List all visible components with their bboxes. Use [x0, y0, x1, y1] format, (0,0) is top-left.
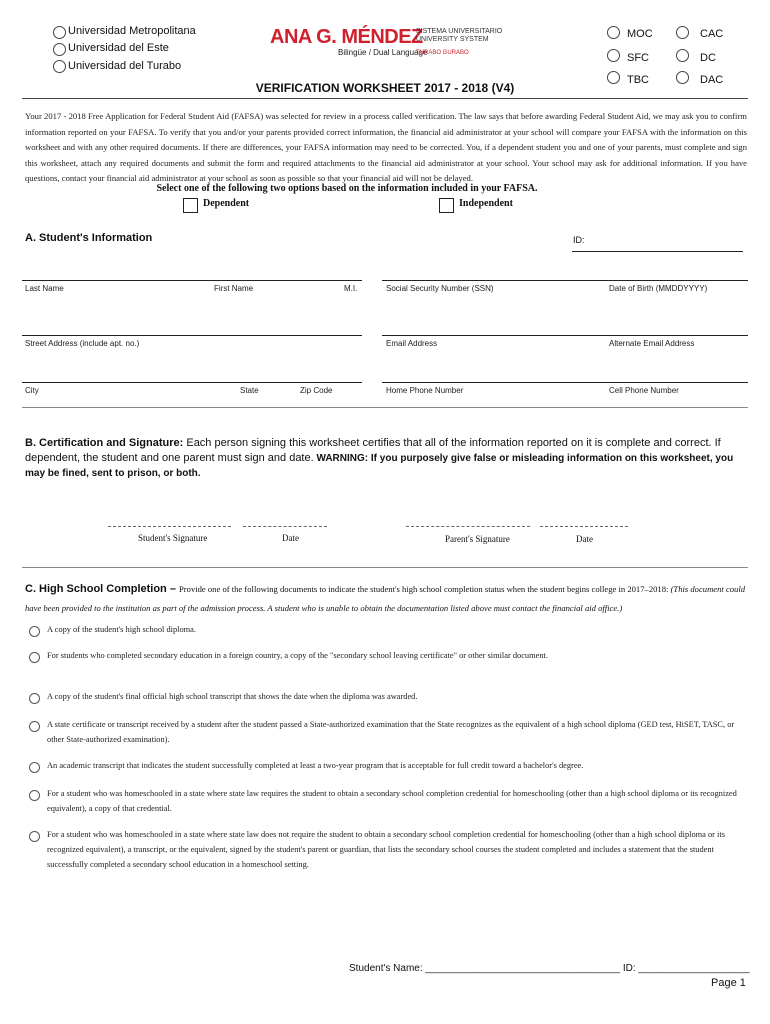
- site-label-dac: DAC: [700, 74, 724, 86]
- section-b-text: [25, 436, 749, 481]
- hs-option-text-6: For a student who was homeschooled in a state where state law requires the student to obtain a secondary school completion credential for homeschooling (other than a high school diploma or its recognized equivalent), a copy of that credential.: [47, 789, 737, 813]
- hs-option-radio-2[interactable]: [29, 652, 40, 663]
- students-signature-label: Student's Signature: [138, 533, 208, 543]
- parent-signature-line[interactable]: [406, 526, 530, 527]
- hs-option-text-4: A state certificate or transcript received by a student after the student passed a State-authorized examination that the State recognizes as the equivalent of a high school diploma (GED test, HiSET, TASC, or other State-authorized examination).: [47, 720, 735, 744]
- first-name-label: First Name: [214, 284, 254, 293]
- home-phone-label: Home Phone Number: [386, 386, 464, 395]
- zip-label: Zip Code: [300, 386, 333, 395]
- student-date-line[interactable]: [243, 526, 327, 527]
- site-radio-dc[interactable]: [676, 49, 689, 62]
- section-c-italic: (This document could have been provided to the institution as part of the admission process. A student who is unable to obtain the documentation listed above must contact the financial aid office.): [25, 584, 746, 613]
- dependent-checkbox[interactable]: [183, 198, 198, 213]
- section-c-heading: C. High School Completion –: [25, 583, 179, 595]
- hs-option-radio-3[interactable]: [29, 693, 40, 704]
- ssn-dob-field-line[interactable]: [382, 280, 748, 281]
- section-b-divider: [22, 567, 748, 568]
- hs-option-text-5: An academic transcript that indicates the student successfully completed at least a two-year program that is acceptable for full credit toward a bachelor's degree.: [47, 761, 584, 770]
- section-b-heading: B. Certification and Signature:: [25, 437, 184, 449]
- site-label-sfc: SFC: [627, 52, 649, 64]
- site-label-dc: DC: [700, 52, 716, 64]
- street-field-line[interactable]: [22, 335, 362, 336]
- street-label: Street Address (include apt. no.): [25, 339, 140, 348]
- parents-signature-label: Parent's Signature: [445, 534, 510, 544]
- cell-phone-label: Cell Phone Number: [609, 386, 679, 395]
- city-field-line[interactable]: [22, 382, 362, 383]
- logo-system-line1: SISTEMA UNIVERSITARIO: [416, 28, 503, 35]
- hs-option-text-7: For a student who was homeschooled in a state where state law does not require the student to obtain a secondary school completion credential for homeschooling (other than a high school diploma or its recognized equivalent), a transcript, or the equivalent, signed by the student's parent or guardian, that lists the secondary school courses the student completed and includes a statement that the student successfully completed a secondary school education in a homeschool setting.: [47, 830, 725, 869]
- page-title: VERIFICATION WORKSHEET 2017 - 2018 (V4): [255, 81, 515, 95]
- section-a-divider: [22, 407, 748, 408]
- student-date-label: Date: [282, 533, 299, 543]
- dependent-label: Dependent: [203, 198, 250, 209]
- parent-date-line[interactable]: [540, 526, 628, 527]
- campus-label-turabo: Universidad del Turabo: [68, 60, 182, 72]
- hs-option-radio-6[interactable]: [29, 790, 40, 801]
- section-b-body: Each person signing this worksheet certifies that all of the information reported on it is complete and correct. If dependent, the student and one parent must sign and date.: [25, 437, 721, 464]
- parent-date-label: Date: [576, 534, 593, 544]
- hs-option-radio-4[interactable]: [29, 721, 40, 732]
- email-label: Email Address: [386, 339, 438, 348]
- section-a-title: A. Student's Information: [25, 232, 153, 244]
- id-label: ID:: [573, 235, 585, 245]
- site-radio-moc[interactable]: [607, 26, 620, 39]
- independent-checkbox[interactable]: [439, 198, 454, 213]
- independent-label: Independent: [459, 198, 513, 209]
- campus-radio-este[interactable]: [53, 43, 66, 56]
- intro-paragraph: Your 2017 - 2018 Free Application for Federal Student Aid (FAFSA) was selected for review in a process called verification. The law says that before awarding Federal Student Aid, we may ask you to confirm information reported on your FAFSA. To verify that you and/or your parents provided correct information, the financial aid administrator at your school will compare your FAFSA with the information on this worksheet and with any other required documents. If there are differences, your FAFSA information may need to be corrected. You, if a dependent student you and one of your parents, must complete and sign this worksheet, attach any required documents and submit the form and required attachments to the financial aid administrator at your school. Your school may ask for additional information. If you have questions, contact your financial aid administrator at your school as soon as possible so that your financial aid will not be delayed.: [25, 111, 747, 183]
- email-field-line[interactable]: [382, 335, 748, 336]
- hs-option-text-3: A copy of the student's final official high school transcript that shows the date when the diploma was awarded.: [47, 692, 418, 701]
- logo-tagline: Bilingüe / Dual Language: [338, 48, 428, 57]
- alt-email-label: Alternate Email Address: [609, 339, 695, 348]
- site-radio-cac[interactable]: [676, 26, 689, 39]
- campus-label-este: Universidad del Este: [68, 42, 169, 54]
- hs-option-text-2: For students who completed secondary education in a foreign country, a copy of the "secondary school leaving certificate" or other similar document.: [47, 651, 548, 660]
- last-name-label: Last Name: [25, 284, 64, 293]
- site-radio-sfc[interactable]: [607, 49, 620, 62]
- section-c-text: Provide one of the following documents to indicate the student's high school completion status when the student begins college in 2017–2018:: [179, 584, 671, 594]
- ssn-label: Social Security Number (SSN): [386, 284, 494, 293]
- student-signature-line[interactable]: [108, 526, 231, 527]
- section-b-warning: WARNING: If you purposely give false or misleading information on this worksheet, you may be fined, sent to prison, or both.: [25, 453, 734, 479]
- mi-label: M.I.: [344, 284, 358, 293]
- title-divider: [22, 98, 748, 99]
- campus-radio-turabo[interactable]: [53, 60, 66, 73]
- hs-option-radio-5[interactable]: [29, 762, 40, 773]
- logo-name: ANA G. MÉNDEZ: [270, 26, 423, 48]
- site-label-cac: CAC: [700, 28, 724, 40]
- logo: [270, 26, 510, 66]
- state-label: State: [240, 386, 259, 395]
- hs-option-text-1: A copy of the student's high school diploma.: [47, 625, 196, 634]
- page-number: Page 1: [711, 977, 746, 989]
- id-field[interactable]: [572, 251, 743, 252]
- dob-label: Date of Birth (MMDDYYYY): [609, 284, 708, 293]
- name-field-line[interactable]: [22, 280, 362, 281]
- logo-tagline2: TURABO GURABO: [416, 50, 469, 56]
- site-label-tbc: TBC: [627, 74, 649, 86]
- select-prompt: Select one of the following two options based on the information included in your FAFSA.: [156, 183, 538, 194]
- site-label-moc: MOC: [627, 28, 653, 40]
- city-label: City: [25, 386, 39, 395]
- phone-field-line[interactable]: [382, 382, 748, 383]
- students-name-id-field[interactable]: Student's Name: ___________________________________ ID: ____________________: [349, 963, 750, 974]
- campus-label-metropolitana: Universidad Metropolitana: [68, 25, 196, 37]
- campus-radio-metropolitana[interactable]: [53, 26, 66, 39]
- logo-system-line2: UNIVERSITY SYSTEM: [416, 36, 489, 43]
- hs-option-radio-1[interactable]: [29, 626, 40, 637]
- section-c-header: [25, 579, 749, 617]
- hs-option-radio-7[interactable]: [29, 831, 40, 842]
